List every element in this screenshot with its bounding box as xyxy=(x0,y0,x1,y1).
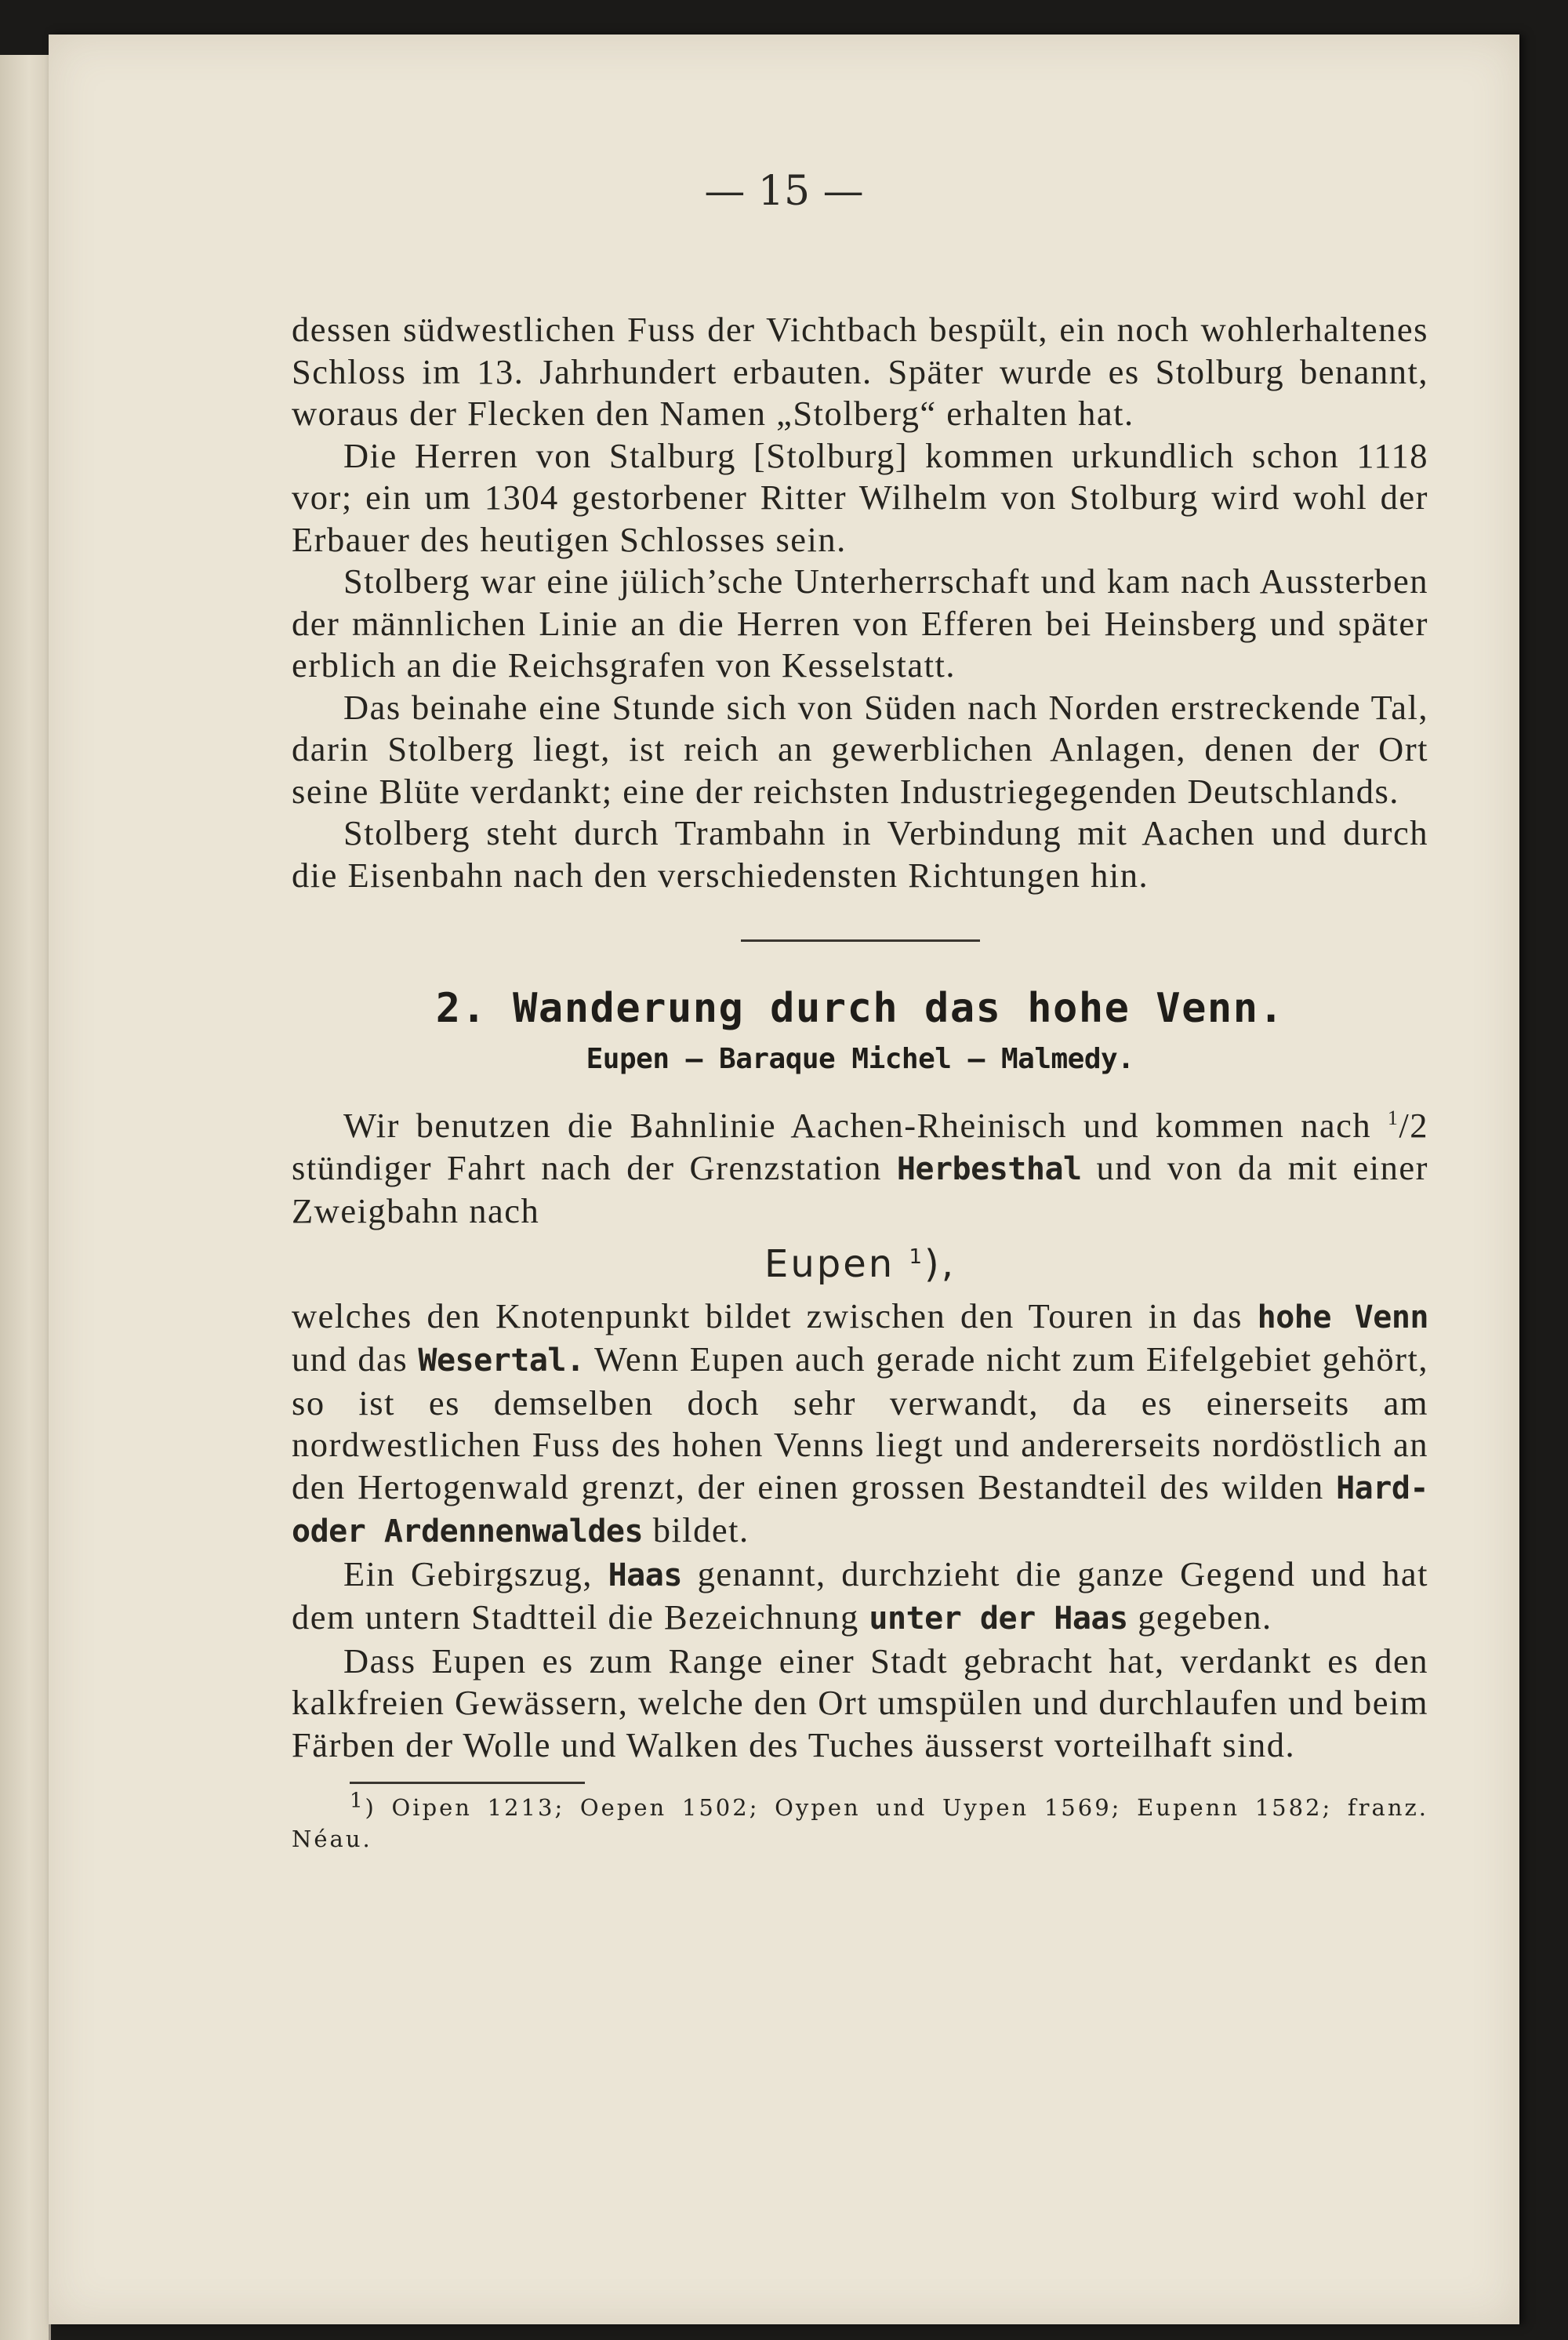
page-number: — 15 — xyxy=(704,168,864,215)
paragraph-tal: Das beinahe eine Stunde sich von Süden nach Norden erstreckende Tal, darin Stolberg liegt, ist reich an gewerblichen Anlagen, denen der Ort seine Blüte verdankt; eine der reichsten Industriegegenden Deutschlands. xyxy=(292,687,1428,811)
section-subtitle: Eupen — Baraque Michel — Malmedy. xyxy=(586,1043,1134,1075)
paragraph-stolburg-castle: dessen südwestlichen Fuss der Vichtbach bespült, ein noch wohlerhaltenes Schloss im 13. Jahrhundert erbauten. Später wurde es Stolburg benannt, woraus der Flecken den Namen „Stolberg“ erhalten hat. xyxy=(292,310,1428,433)
station-herbesthal: Herbesthal xyxy=(896,1150,1082,1187)
footnote-ref: 1 xyxy=(909,1244,924,1269)
term-unter-der-haas: unter der Haas xyxy=(869,1601,1128,1637)
term-ardennenwald: Hard-oder Ardennenwaldes xyxy=(292,1470,1428,1550)
term-hohe-venn: hohe Venn xyxy=(1257,1299,1428,1335)
term-wesertal: Wesertal. xyxy=(418,1343,585,1379)
footnote-divider xyxy=(350,1782,585,1784)
footnote: $^1$) Oipen 1213; Oepen 1502; Oypen und Uypen 1569; Eupenn 1582; franz. Néau. xyxy=(292,1789,1428,1852)
town-heading-eupen: Eupen $^1$), xyxy=(764,1241,956,1286)
paragraph-bahnlinie: Wir benutzen die Bahnlinie Aachen-Rheinisch und kommen nach $^1$/2 stündiger Fahrt nach der Grenzstation Herbesthal und von da mit einer Zweigbahn nach xyxy=(292,1106,1428,1230)
term-haas: Haas xyxy=(608,1557,682,1593)
book-page xyxy=(49,35,1519,2324)
paragraph-unterherrschaft: Stolberg war eine jülich’sche Unterherrschaft und kam nach Aussterben der männlichen Linie an die Herren von Efferen bei Heinsberg und später erblich an die Reichsgrafen von Kesselstatt. xyxy=(292,561,1428,685)
footnote-marker: 1 xyxy=(350,1789,365,1813)
adjacent-page-edge xyxy=(0,55,51,2340)
paragraph-knotenpunkt: welches den Knotenpunkt bildet zwischen den Touren in das hohe Venn und das Wesertal. Wenn Eupen auch gerade nicht zum Eifelgebiet gehört, so ist es demselben doch sehr verwandt, da es einerseits am nordwestlichen Fuss des hohen Venns liegt und andererseits nordöstlich an den Hertogenwald grenzt, der einen grossen Bestandteil des wilden Hard-oder Ardennenwaldes bildet. xyxy=(292,1295,1428,1550)
paragraph-stadt: Dass Eupen es zum Range einer Stadt gebracht hat, verdankt es den kalkfreien Gewässern, welche den Ort umspülen und durchlaufen und beim Färben der Wolle und Walken des Tuches äusserst vorteilhaft sind. xyxy=(292,1641,1428,1764)
paragraph-trambahn: Stolberg steht durch Trambahn in Verbindung mit Aachen und durch die Eisenbahn nach den verschiedensten Richtungen hin. xyxy=(292,813,1428,895)
fraction-numerator: 1 xyxy=(1387,1106,1399,1130)
section-title: 2. Wanderung durch das hohe Venn. xyxy=(435,985,1285,1032)
section-divider xyxy=(741,939,980,942)
body-text xyxy=(292,309,1428,1855)
paragraph-herren-von-stalburg: Die Herren von Stalburg [Stolburg] kommen urkundlich schon 1118 vor; ein um 1304 gestorbener Ritter Wilhelm von Stolburg wird wohl der Erbauer des heutigen Schlosses sein. xyxy=(292,435,1428,559)
paragraph-haas: Ein Gebirgszug, Haas genannt, durchzieht die ganze Gegend und hat dem untern Stadtteil die Bezeichnung unter der Haas gegeben. xyxy=(292,1553,1428,1637)
